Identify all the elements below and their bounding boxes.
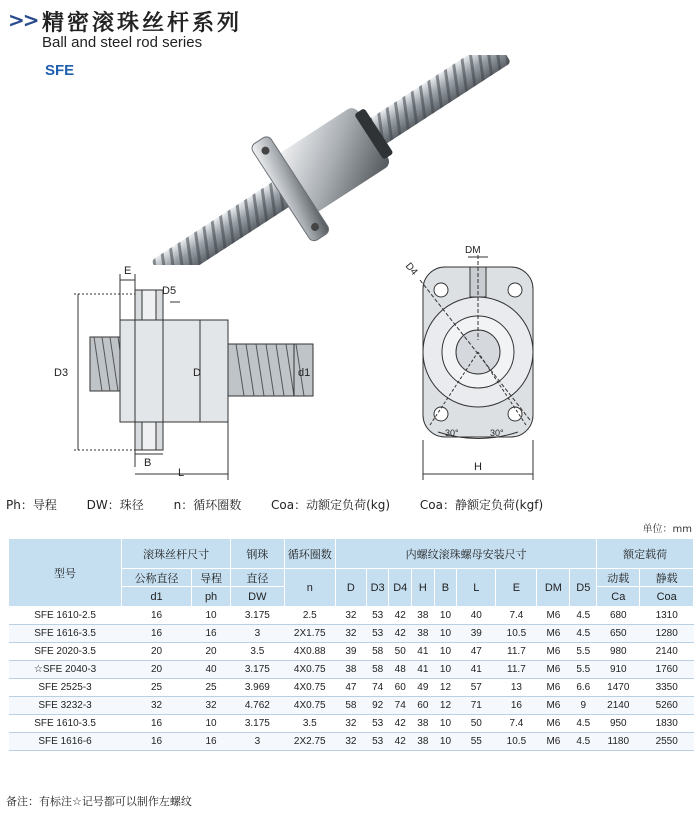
table-cell: 42 xyxy=(389,733,412,751)
th-ball: 钢珠 xyxy=(231,539,284,569)
table-cell: 74 xyxy=(389,697,412,715)
table-cell: 950 xyxy=(597,715,640,733)
table-cell: 1830 xyxy=(640,715,694,733)
table-cell: 4X0.75 xyxy=(284,679,335,697)
table-cell: M6 xyxy=(537,697,570,715)
table-cell: 47 xyxy=(335,679,366,697)
table-cell: 3350 xyxy=(640,679,694,697)
table-cell: 4X0.75 xyxy=(284,697,335,715)
table-cell: 10.5 xyxy=(496,625,537,643)
th-screw-size: 滚珠丝杆尺寸 xyxy=(122,539,231,569)
table-cell: 32 xyxy=(192,697,231,715)
table-cell: 10 xyxy=(192,607,231,625)
th-D3: D3 xyxy=(366,569,389,607)
table-cell: 4.5 xyxy=(570,607,597,625)
table-row xyxy=(9,679,694,697)
th-ca: Ca xyxy=(597,587,640,607)
table-cell: 25 xyxy=(192,679,231,697)
th-D: D xyxy=(335,569,366,607)
table-cell: 2.5 xyxy=(284,607,335,625)
front-view-drawing xyxy=(390,240,560,485)
cell-model: SFE 2020-3.5 xyxy=(9,643,122,661)
label-angle-right: 30° xyxy=(490,428,504,438)
table-cell: 32 xyxy=(122,697,192,715)
th-DM: DM xyxy=(537,569,570,607)
table-cell: 42 xyxy=(389,607,412,625)
table-row xyxy=(9,607,694,625)
table-cell: 10 xyxy=(434,625,457,643)
table-cell: 60 xyxy=(389,679,412,697)
label-angle-left: 30° xyxy=(445,428,459,438)
cell-model: ☆SFE 2040-3 xyxy=(9,661,122,679)
table-cell: 4.5 xyxy=(570,733,597,751)
table-cell: 41 xyxy=(457,661,496,679)
table-cell: 41 xyxy=(412,661,435,679)
table-row xyxy=(9,643,694,661)
table-cell: 2140 xyxy=(640,643,694,661)
table-cell: 3 xyxy=(231,733,284,751)
table-cell: 12 xyxy=(434,697,457,715)
table-cell: 4.5 xyxy=(570,715,597,733)
table-cell: 4.5 xyxy=(570,625,597,643)
table-cell: 53 xyxy=(366,625,389,643)
table-cell: M6 xyxy=(537,643,570,661)
th-ph-cn: 导程 xyxy=(192,569,231,587)
legend-n: n：循环圈数 xyxy=(173,498,242,512)
label-d1: d1 xyxy=(298,367,311,379)
table-cell: 55 xyxy=(457,733,496,751)
spec-table-body xyxy=(9,607,694,751)
table-cell: 32 xyxy=(335,715,366,733)
table-cell: 10 xyxy=(192,715,231,733)
table-cell: 16 xyxy=(122,625,192,643)
label-B: B xyxy=(144,457,152,469)
table-cell: 3.969 xyxy=(231,679,284,697)
table-cell: 11.7 xyxy=(496,661,537,679)
table-cell: 32 xyxy=(335,607,366,625)
table-cell: 16 xyxy=(192,733,231,751)
table-cell: 5.5 xyxy=(570,661,597,679)
th-D4: D4 xyxy=(389,569,412,607)
table-cell: 58 xyxy=(366,643,389,661)
table-cell: 16 xyxy=(122,607,192,625)
table-cell: 60 xyxy=(412,697,435,715)
spec-table xyxy=(8,538,694,751)
th-ca-cn: 动载 xyxy=(597,569,640,587)
label-D5: D5 xyxy=(162,285,177,297)
table-cell: 20 xyxy=(122,661,192,679)
table-cell: 57 xyxy=(457,679,496,697)
table-cell: 13 xyxy=(496,679,537,697)
table-cell: 92 xyxy=(366,697,389,715)
legend xyxy=(6,496,569,513)
table-cell: 39 xyxy=(335,643,366,661)
table-cell: 42 xyxy=(389,625,412,643)
label-D: D xyxy=(193,367,201,379)
table-cell: 5260 xyxy=(640,697,694,715)
table-cell: 10 xyxy=(434,733,457,751)
label-DM: DM xyxy=(465,245,481,256)
cell-model: SFE 1616-6 xyxy=(9,733,122,751)
table-cell: 20 xyxy=(122,643,192,661)
table-cell: 7.4 xyxy=(496,715,537,733)
table-cell: 38 xyxy=(412,625,435,643)
th-model: 型号 xyxy=(9,539,122,607)
table-cell: 25 xyxy=(122,679,192,697)
table-cell: 58 xyxy=(335,697,366,715)
table-cell: 12 xyxy=(434,679,457,697)
table-cell: 53 xyxy=(366,715,389,733)
table-cell: 1310 xyxy=(640,607,694,625)
table-cell: 10 xyxy=(434,715,457,733)
table-cell: M6 xyxy=(537,661,570,679)
th-L: L xyxy=(457,569,496,607)
table-cell: 3.5 xyxy=(231,643,284,661)
table-cell: M6 xyxy=(537,715,570,733)
table-cell: 7.4 xyxy=(496,607,537,625)
table-row xyxy=(9,715,694,733)
th-d1: d1 xyxy=(122,587,192,607)
table-cell: 40 xyxy=(457,607,496,625)
model-code: SFE xyxy=(45,62,75,79)
side-view-drawing xyxy=(50,262,330,482)
table-row xyxy=(9,697,694,715)
cell-model: SFE 1610-3.5 xyxy=(9,715,122,733)
table-cell: 38 xyxy=(412,607,435,625)
table-cell: 2X2.75 xyxy=(284,733,335,751)
table-cell: 10.5 xyxy=(496,733,537,751)
table-cell: 980 xyxy=(597,643,640,661)
page-title: 精密滚珠丝杆系列 xyxy=(42,11,243,36)
table-cell: M6 xyxy=(537,679,570,697)
th-B: B xyxy=(434,569,457,607)
cell-model: SFE 3232-3 xyxy=(9,697,122,715)
table-cell: 16 xyxy=(122,715,192,733)
table-cell: 71 xyxy=(457,697,496,715)
table-cell: 74 xyxy=(366,679,389,697)
table-cell: 40 xyxy=(192,661,231,679)
table-cell: 47 xyxy=(457,643,496,661)
table-cell: 53 xyxy=(366,607,389,625)
table-cell: 9 xyxy=(570,697,597,715)
label-D4: D4 xyxy=(402,260,420,278)
cell-model: SFE 1616-3.5 xyxy=(9,625,122,643)
th-ph: ph xyxy=(192,587,231,607)
table-cell: 16 xyxy=(122,733,192,751)
table-cell: 6.6 xyxy=(570,679,597,697)
table-cell: 3.5 xyxy=(284,715,335,733)
table-cell: 41 xyxy=(412,643,435,661)
table-row xyxy=(9,733,694,751)
table-cell: 10 xyxy=(434,643,457,661)
table-cell: 42 xyxy=(389,715,412,733)
ball-screw-photo xyxy=(120,55,540,265)
th-D5: D5 xyxy=(570,569,597,607)
th-coa-cn: 静载 xyxy=(640,569,694,587)
table-cell: 16 xyxy=(496,697,537,715)
table-cell: M6 xyxy=(537,607,570,625)
table-cell: 1470 xyxy=(597,679,640,697)
table-cell: 2550 xyxy=(640,733,694,751)
footnote: 备注：有标注☆记号都可以制作左螺纹 xyxy=(6,795,192,808)
table-cell: 1280 xyxy=(640,625,694,643)
label-H: H xyxy=(474,461,482,473)
cell-model: SFE 2525-3 xyxy=(9,679,122,697)
th-E: E xyxy=(496,569,537,607)
table-cell: 2X1.75 xyxy=(284,625,335,643)
legend-ph: Ph：导程 xyxy=(6,498,57,512)
legend-ca: Coa：动额定负荷(kg) xyxy=(271,498,391,512)
unit-label: 单位：mm xyxy=(642,524,692,535)
legend-coa: Coa：静额定负荷(kgf) xyxy=(419,498,544,512)
table-cell: 1180 xyxy=(597,733,640,751)
th-H: H xyxy=(412,569,435,607)
table-cell: 49 xyxy=(412,679,435,697)
table-cell: 38 xyxy=(412,733,435,751)
th-load: 额定载荷 xyxy=(597,539,694,569)
cell-model: SFE 1610-2.5 xyxy=(9,607,122,625)
table-cell: 38 xyxy=(412,715,435,733)
th-dw: DW xyxy=(231,587,284,607)
table-cell: 2140 xyxy=(597,697,640,715)
table-cell: 4.762 xyxy=(231,697,284,715)
table-cell: 910 xyxy=(597,661,640,679)
table-row xyxy=(9,661,694,679)
th-dw-cn: 直径 xyxy=(231,569,284,587)
table-cell: 3.175 xyxy=(231,607,284,625)
table-cell: M6 xyxy=(537,733,570,751)
page-subtitle: Ball and steel rod series xyxy=(42,34,203,51)
table-cell: 3 xyxy=(231,625,284,643)
th-n: n xyxy=(284,569,335,607)
table-row xyxy=(9,625,694,643)
table-cell: 53 xyxy=(366,733,389,751)
table-cell: 3.175 xyxy=(231,715,284,733)
table-cell: 4X0.75 xyxy=(284,661,335,679)
table-cell: 650 xyxy=(597,625,640,643)
table-cell: 50 xyxy=(457,715,496,733)
table-cell: 48 xyxy=(389,661,412,679)
table-cell: 38 xyxy=(335,661,366,679)
table-cell: 32 xyxy=(335,733,366,751)
table-cell: 39 xyxy=(457,625,496,643)
th-coa: Coa xyxy=(640,587,694,607)
label-L: L xyxy=(178,467,185,479)
table-cell: 32 xyxy=(335,625,366,643)
table-cell: 4X0.88 xyxy=(284,643,335,661)
th-circuits: 循环圈数 xyxy=(284,539,335,569)
table-cell: 10 xyxy=(434,607,457,625)
th-nut-dims: 内螺纹滚珠螺母安装尺寸 xyxy=(335,539,596,569)
label-D3: D3 xyxy=(54,367,69,379)
table-cell: 58 xyxy=(366,661,389,679)
header-arrows: >> xyxy=(8,8,38,32)
table-cell: 16 xyxy=(192,625,231,643)
table-cell: 20 xyxy=(192,643,231,661)
table-cell: M6 xyxy=(537,625,570,643)
legend-dw: DW：珠径 xyxy=(86,498,144,512)
label-E: E xyxy=(124,265,132,277)
table-cell: 5.5 xyxy=(570,643,597,661)
table-cell: 50 xyxy=(389,643,412,661)
table-cell: 1760 xyxy=(640,661,694,679)
table-cell: 11.7 xyxy=(496,643,537,661)
table-cell: 3.175 xyxy=(231,661,284,679)
table-cell: 10 xyxy=(434,661,457,679)
table-cell: 680 xyxy=(597,607,640,625)
th-d1-cn: 公称直径 xyxy=(122,569,192,587)
